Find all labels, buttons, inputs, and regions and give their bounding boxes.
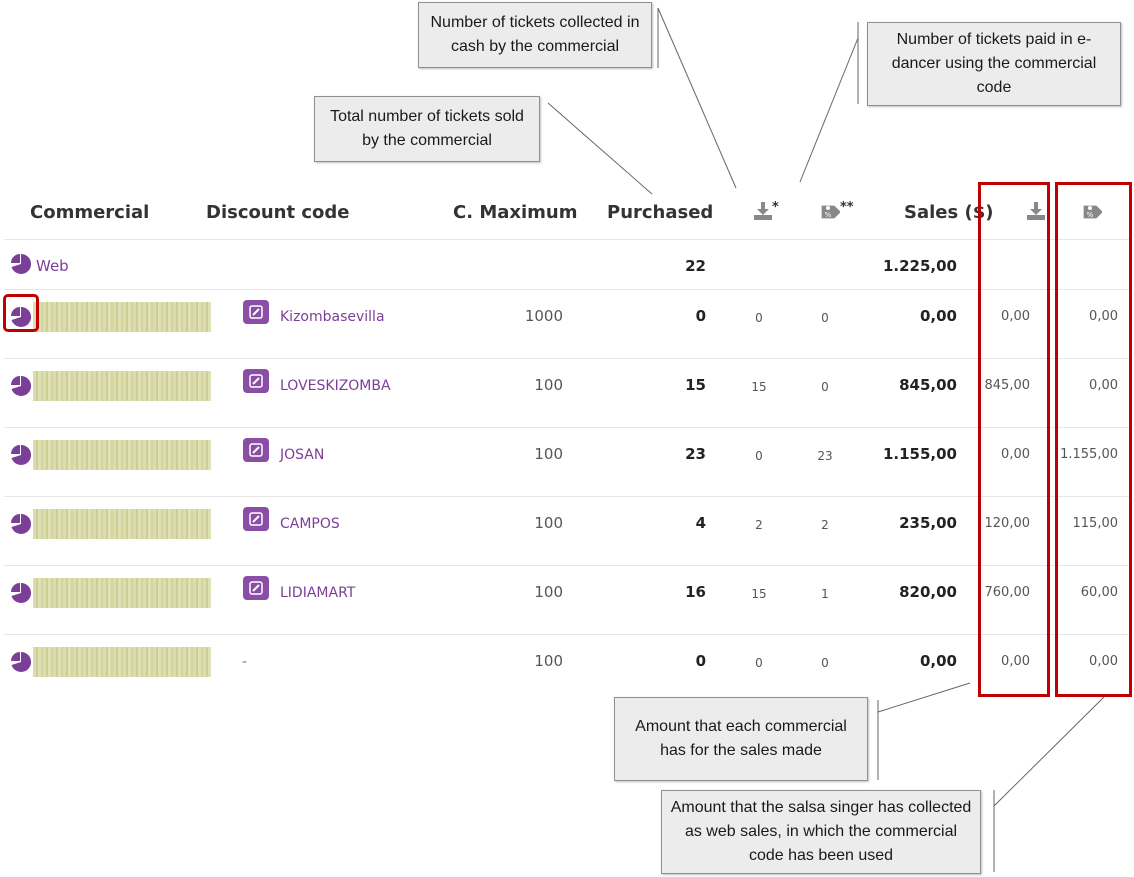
code-tickets-value: 1 (821, 587, 829, 601)
redacted-commercial-name (33, 578, 211, 608)
header-code-tickets[interactable] (816, 200, 854, 228)
web-sales: 1.225,00 (882, 257, 957, 275)
redacted-commercial-name (33, 302, 211, 332)
max-value: 100 (534, 376, 563, 394)
discount-code-link: - (242, 654, 248, 670)
code-amount-value: 0,00 (1089, 654, 1118, 669)
cash-tickets-value: 15 (751, 380, 767, 394)
header-purchased[interactable]: Purchased (607, 202, 714, 223)
cash-tickets-value: 0 (755, 311, 763, 325)
row-divider (4, 634, 1132, 635)
download-tray-icon (752, 200, 774, 222)
cash-amount-value: 760,00 (984, 585, 1030, 600)
purchased-value: 15 (685, 376, 706, 394)
code-tickets-value: 0 (821, 656, 829, 670)
code-tickets-value: 0 (821, 380, 829, 394)
web-purchased: 22 (685, 257, 706, 275)
callout-cash-tickets: Number of tickets collected in cash by the commercial (418, 2, 652, 68)
highlight-cash-amount-column (978, 182, 1050, 697)
code-suffix: ** (840, 200, 854, 215)
edit-code-button[interactable] (243, 369, 269, 393)
code-tickets-value: 0 (821, 311, 829, 325)
pencil-icon (249, 443, 263, 457)
discount-code-link[interactable]: LOVESKIZOMBA (280, 378, 391, 394)
highlight-code-amount-column (1055, 182, 1132, 697)
svg-text:%: % (824, 211, 832, 219)
sales-value: 820,00 (899, 583, 957, 601)
code-amount-value: 0,00 (1089, 309, 1118, 324)
header-discount-code[interactable]: Discount code (206, 202, 350, 223)
pencil-icon (249, 305, 263, 319)
pie-chart-icon[interactable] (10, 375, 32, 397)
edit-code-button[interactable] (243, 507, 269, 531)
purchased-value: 0 (695, 652, 706, 670)
purchased-value: 23 (685, 445, 706, 463)
code-tickets-value: 23 (817, 449, 833, 463)
sales-value: 845,00 (899, 376, 957, 394)
code-amount-value: 1.155,00 (1060, 447, 1118, 462)
code-amount-value: 60,00 (1080, 585, 1118, 600)
header-c-maximum[interactable]: C. Maximum (453, 202, 578, 223)
redacted-commercial-name (33, 647, 211, 677)
pie-chart-icon[interactable] (10, 582, 32, 604)
max-value: 100 (534, 583, 563, 601)
cash-amount-value: 0,00 (1001, 447, 1030, 462)
code-amount-value: 0,00 (1089, 378, 1118, 393)
purchased-value: 16 (685, 583, 706, 601)
discount-code-link[interactable]: CAMPOS (280, 516, 340, 532)
svg-text:%: % (1086, 211, 1094, 219)
row-divider (4, 496, 1132, 497)
pie-chart-icon[interactable] (10, 253, 32, 275)
highlight-pie-icon (3, 294, 39, 332)
pie-chart-icon[interactable] (10, 444, 32, 466)
sales-value: 0,00 (919, 307, 957, 325)
purchased-value: 0 (695, 307, 706, 325)
redacted-commercial-name (33, 509, 211, 539)
pencil-icon (249, 512, 263, 526)
purchased-value: 4 (695, 514, 706, 532)
row-divider (4, 565, 1132, 566)
cash-amount-value: 0,00 (1001, 309, 1030, 324)
callout-total-tickets: Total number of tickets sold by the commercial (314, 96, 540, 162)
code-tickets-value: 2 (821, 518, 829, 532)
redacted-commercial-name (33, 371, 211, 401)
header-cash-tickets[interactable] (752, 200, 779, 226)
max-value: 100 (534, 445, 563, 463)
discount-code-link[interactable]: LIDIAMART (280, 585, 356, 601)
redacted-commercial-name (33, 440, 211, 470)
cash-tickets-value: 15 (751, 587, 767, 601)
code-amount-value: 115,00 (1072, 516, 1118, 531)
pie-chart-icon[interactable] (10, 651, 32, 673)
price-tag-icon (816, 200, 840, 224)
cash-amount-value: 120,00 (984, 516, 1030, 531)
discount-code-link[interactable]: Kizombasevilla (280, 309, 385, 325)
pie-chart-icon[interactable] (10, 513, 32, 535)
max-value: 100 (534, 514, 563, 532)
row-divider (4, 239, 1132, 240)
row-divider (4, 289, 1132, 290)
sales-value: 235,00 (899, 514, 957, 532)
header-sales[interactable]: Sales ($) (904, 202, 994, 223)
cash-amount-value: 845,00 (984, 378, 1030, 393)
web-label[interactable]: Web (36, 257, 69, 275)
row-divider (4, 358, 1132, 359)
pencil-icon (249, 581, 263, 595)
sales-value: 0,00 (919, 652, 957, 670)
cash-suffix: * (772, 200, 779, 215)
max-value: 1000 (524, 307, 563, 325)
row-divider (4, 427, 1132, 428)
edit-code-button[interactable] (243, 438, 269, 462)
cash-tickets-value: 2 (755, 518, 763, 532)
callout-edancer-tickets: Number of tickets paid in e-dancer using the commercial code (867, 22, 1121, 106)
pencil-icon (249, 374, 263, 388)
cash-tickets-value: 0 (755, 449, 763, 463)
cash-amount-value: 0,00 (1001, 654, 1030, 669)
discount-code-link[interactable]: JOSAN (280, 447, 325, 463)
callout-commercial-amount: Amount that each commercial has for the sales made (614, 697, 868, 781)
sales-value: 1.155,00 (882, 445, 957, 463)
cash-tickets-value: 0 (755, 656, 763, 670)
edit-code-button[interactable] (243, 576, 269, 600)
max-value: 100 (534, 652, 563, 670)
edit-code-button[interactable] (243, 300, 269, 324)
callout-web-amount: Amount that the salsa singer has collected as web sales, in which the commercial code has been used (661, 790, 981, 874)
header-commercial[interactable]: Commercial (30, 202, 150, 223)
